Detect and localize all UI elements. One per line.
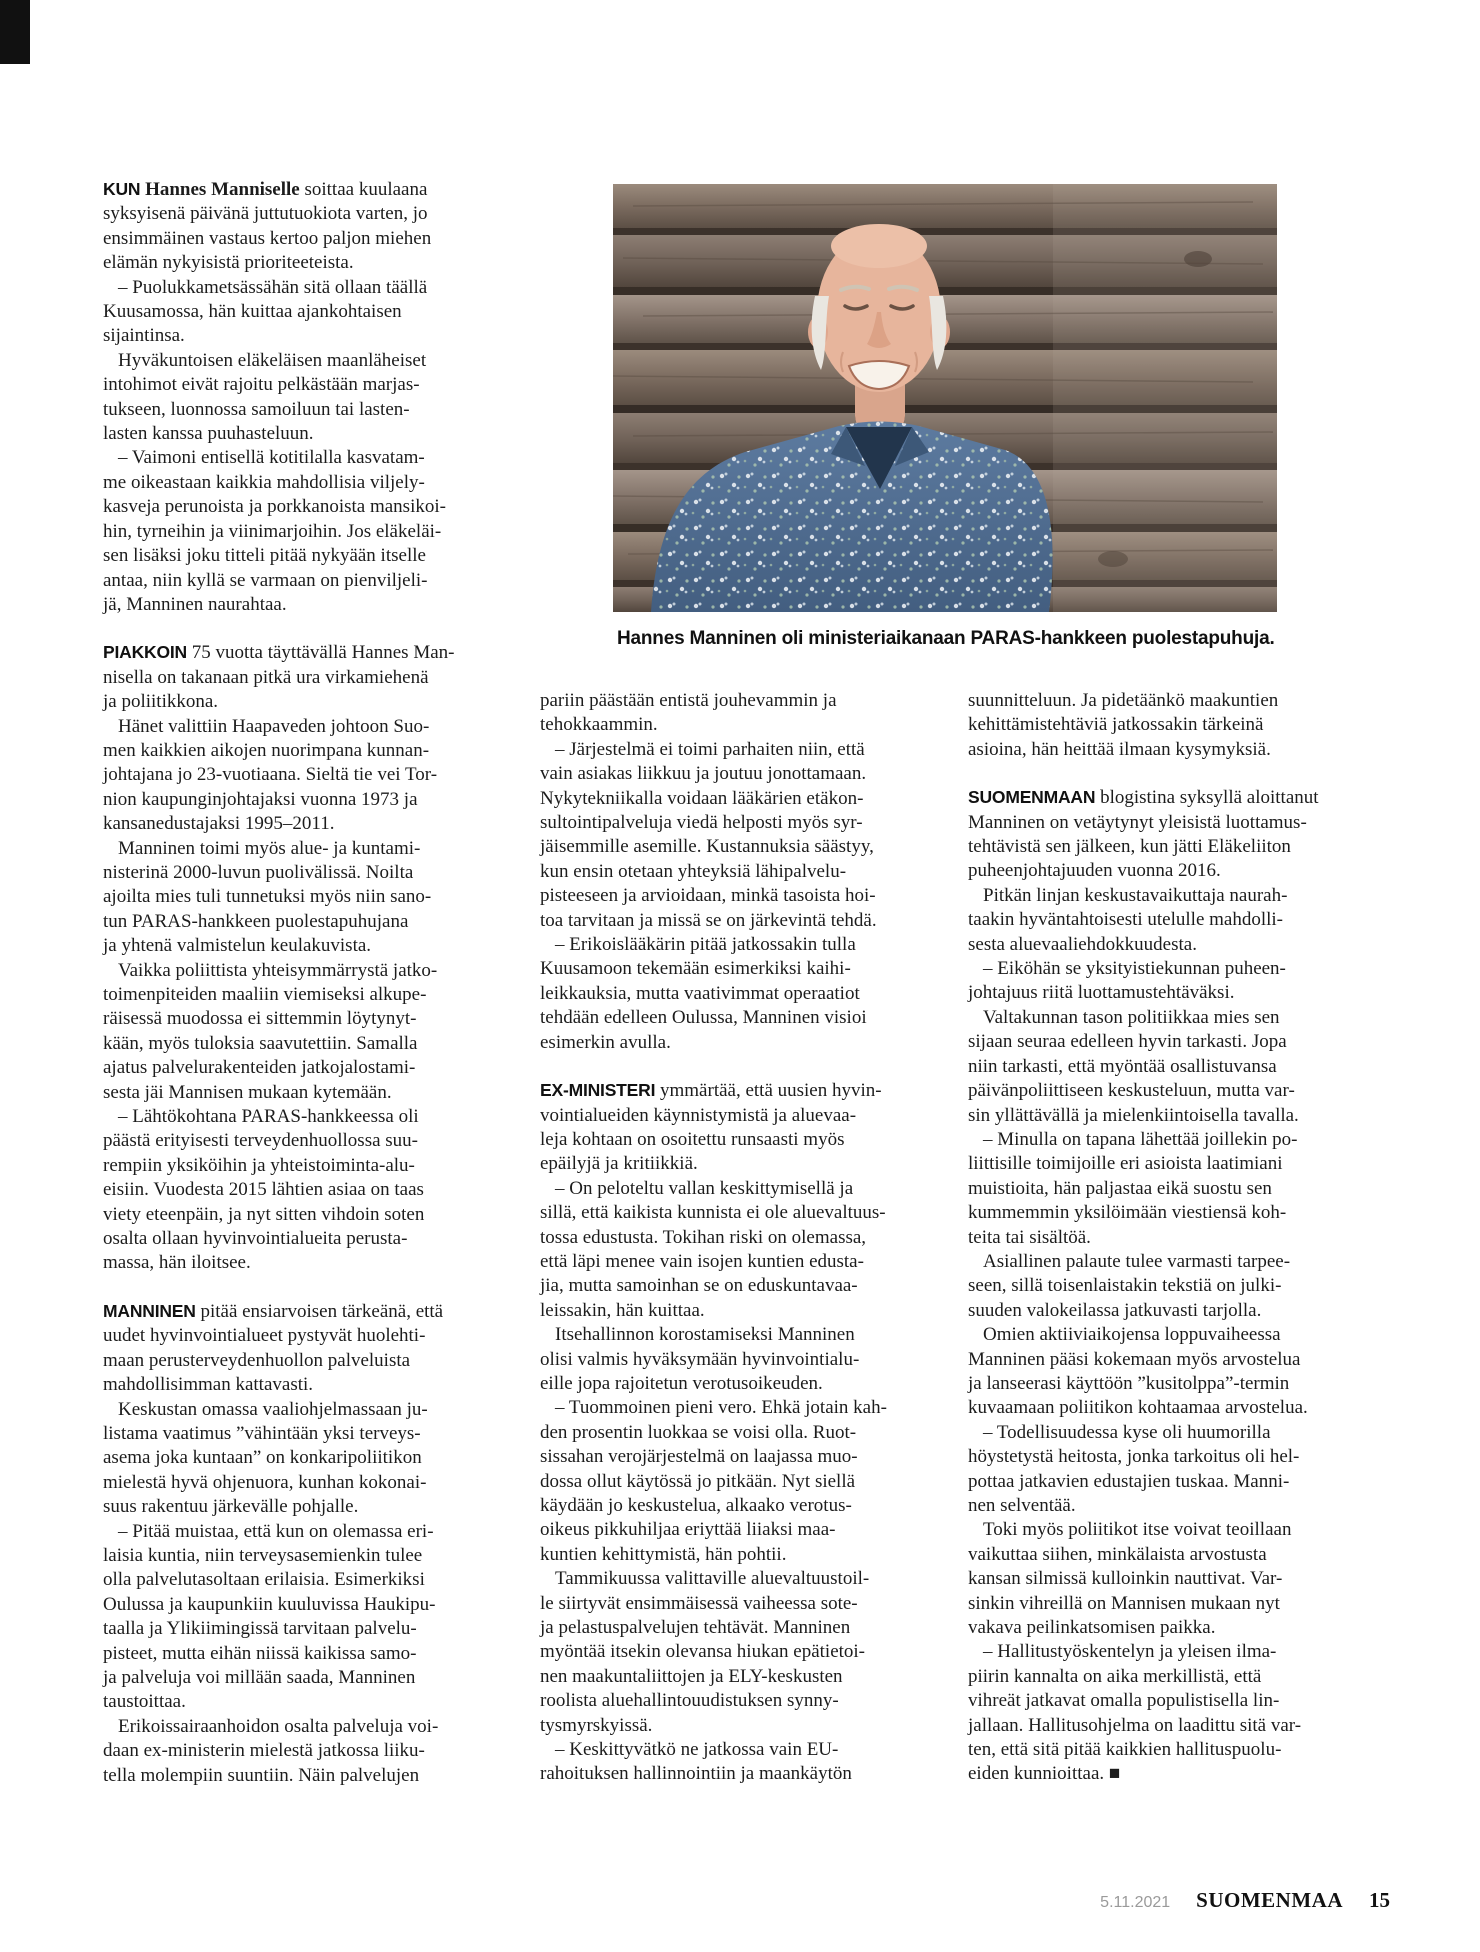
article-paragraph: – Erikoislääkärin pitää jatkossakin tulla Kuusamoon tekemään esimerkiksi kaihi- leikkauksia, mutta vaativimmat operaatiot tehdään edelleen Oulussa, Manninen visioi esimerkin avulla. <box>540 934 867 1053</box>
article-paragraph: Toki myös poliitikot itse voivat teoillaan vaikuttaa siihen, minkälaista arvostusta kansan silmissä kulloinkin nauttivat. Var- sinkin vihreillä on Mannisen mukaan nyt vakava peilinkatsomisen paikka. <box>968 1519 1292 1639</box>
section-lead: EX-MINISTERI <box>540 1080 656 1101</box>
article-paragraph: suunnitteluun. Ja pidetäänkö maakuntien kehittämistehtäviä jatkossakin tärkeinä asioina, hän heittää ilmaan kysymyksiä. <box>968 690 1279 760</box>
portrait-photo <box>613 184 1277 612</box>
article-paragraph: – Eiköhän se yksityistiekunnan puheen- johtajuus riitä luottamustehtäväksi. <box>968 958 1286 1004</box>
article-paragraph: Erikoissairaanhoidon osalta palveluja voi- daan ex-ministerin mielestä jatkossa liiku- tella molempiin suuntiin. Näin palvelujen <box>103 1715 439 1786</box>
article-paragraph: Manninen toimi myös alue- ja kuntami- nisterinä 2000-luvun puolivälissä. Noilta ajoilta mies tuli tunnetuksi myös niin sano- tun PARAS-hankkeen puolestapuhujana ja yhtenä valmistelun keulakuvista. <box>103 837 432 957</box>
article-paragraph: – Lähtökohtana PARAS-hankkeessa oli päästä erityisesti terveydenhuollossa suu- rempiin yksiköihin ja yhteistoiminta-alu- eisiin. Vuodesta 2015 lähtien asiaa on taas viety eteenpäin, ja nyt sitten vihdoin soten osalta ollaan hyvinvointialueita perusta- massa, hän iloitsee. <box>103 1106 425 1274</box>
section-lead: MANNINEN <box>103 1300 196 1321</box>
section-lead: SUOMENMAAN <box>968 787 1096 808</box>
article-paragraph: EX-MINISTERI ymmärtää, että uusien hyvin- vointialueiden käynnistymistä ja aluevaa- leja kohtaan on osoitettu runsaasti myös epäilyjä ja kritiikkiä. <box>540 1080 882 1175</box>
article-paragraph: – Tuommoinen pieni vero. Ehkä jotain kah- den prosentin luokkaa se voisi olla. Ruot- sissahan verojärjestelmä on laajassa muo- dossa ollut käytössä jo pitkään. Nyt siellä käydään jo keskustelua, alkaako verotus- oikeus pikkuhiljaa eriyttää liiaksi maa- kuntien kehittymistä, hän pohtii. <box>540 1397 887 1565</box>
article-paragraph: Hänet valittiin Haapaveden johtoon Suo- men kaikkien aikojen nuorimpana kunnan- johtajana jo 23-vuotiaana. Sieltä tie vei Tor- nion kaupunginjohtajaksi vuonna 1973 ja kansanedustajaksi 1995–2011. <box>103 715 438 835</box>
article-paragraph: Vaikka poliittista yhteisymmärrystä jatko- toimenpiteiden maaliin viemiseksi alkupe- räisessä muodossa ei sittemmin löytynyt- kään, myös tuloksia saavutettiin. Samalla ajatus palvelurakenteiden jatkojalostami- sesta jäi Mannisen mukaan kytemään. <box>103 959 438 1103</box>
article-paragraph: Tammikuussa valittaville aluevaltuustoil- le siirtyvät ensimmäisessä vaiheessa sote- ja pelastuspalvelujen tehtävät. Manninen myöntää itsekin olevansa hiukan epätietoi- nen maakuntaliittojen ja ELY-keskusten roolista aluehallintouudistuksen synny- tysmyrskyissä. <box>540 1568 870 1736</box>
article-paragraph: Valtakunnan tason politiikkaa mies sen sijaan seuraa edelleen hyvin tarkasti. Jopa niin tarkasti, että myöntää osallistuvansa päivänpoliittiseen keskusteluun, mutta var- sin yllättävällä ja mielenkiintoisella tavalla. <box>968 1006 1299 1126</box>
footer-date: 5.11.2021 <box>1100 1894 1171 1911</box>
article-paragraph: Itsehallinnon korostamiseksi Manninen olisi valmis hyväksymään hyvinvointialu- eille jopa rajoitetun verotusoikeuden. <box>540 1324 860 1394</box>
section-lead: KUN <box>103 179 141 199</box>
photo-caption: Hannes Manninen oli ministeriaikanaan PARAS-hankkeen puolestapuhuja. <box>617 628 1275 649</box>
article-paragraph: MANNINEN pitää ensiarvoisen tärkeänä, että uudet hyvinvointialueet pystyvät huolehti- maan perusterveydenhuollon palveluista mahdollisimman kattavasti. <box>103 1300 444 1396</box>
article-paragraph: SUOMENMAAN blogistina syksyllä aloittanut Manninen on vetäytynyt yleisistä luottamus- tehtävistä sen jälkeen, kun jätti Eläkeliiton puheenjohtajuuden vuonna 2016. <box>968 787 1319 882</box>
article-paragraph: Keskustan omassa vaaliohjelmassaan ju- listama vaatimus ”vähintään yksi terveys- asema joka kuntaan” on konkaripoliitikon mielestä hyvä ohjenuora, kunhan kokonai- suus rakentuu järkevälle pohjalle. <box>103 1398 428 1518</box>
page-footer <box>1100 1888 1390 1913</box>
article-paragraph: Omien aktiiviaikojensa loppuvaiheessa Manninen pääsi kokemaan myös arvostelua ja lanseerasi käyttöön ”kusitolppa”-termin kuvaamaan poliitikon kohtaamaa arvostelua. <box>968 1324 1308 1419</box>
article-column-2 <box>540 689 980 1787</box>
magazine-logo: SUOMENMAA <box>1196 1888 1343 1912</box>
article-paragraph: KUN Hannes Manniselle soittaa kuulaana syksyisenä päivänä juttutuokiota varten, jo ensimmäinen vastaus kertoo paljon miehen elämän nykyisistä prioriteeteista. <box>103 179 432 274</box>
lead-name: Hannes Manniselle <box>145 179 300 200</box>
page-number: 15 <box>1369 1888 1390 1912</box>
article-paragraph: – Minulla on tapana lähettää joillekin po- liittisille toimijoille eri asioista laatimiani muistioita, hän paljastaa eikä suostu sen kummemmin yksilöimään viestiensä koh- teita tai sisältöä. <box>968 1128 1298 1248</box>
article-paragraph: – Todellisuudessa kyse oli huumorilla höystetystä heitosta, jonka tarkoitus oli hel- pottaa jatkavien edustajien tuskaa. Manni- nen selventää. <box>968 1421 1300 1516</box>
article-column-3 <box>968 689 1408 1787</box>
article-paragraph: Hyväkuntoisen eläkeläisen maanläheiset intohimot eivät rajoitu pelkästään marjas- tukseen, luonnossa samoiluun tai lasten- lasten kanssa puuhasteluun. <box>103 349 427 445</box>
portrait-photo-illustration <box>613 184 1277 612</box>
article-paragraph: – Hallitustyöskentelyn ja yleisen ilma- piirin kannalta on aika merkillistä, että vihreät jatkavat omalla populistisella lin- jallaan. Hallitusohjelma on laadittu sitä var- ten, että sitä pitää kaikkien hallituspuolu- eiden kunnioittaa. ■ <box>968 1641 1302 1785</box>
article-paragraph: – Pitää muistaa, että kun on olemassa eri- laisia kuntia, niin terveysasemienkin tulee olla palvelutasoltaan erilaisia. Esimerkiksi Oulussa ja kaupunkiin kuuluvissa Haukipu- taalla ja Ylikiimingissä tarvitaan palvelu- pisteet, mutta eihän niissä kaikissa samo- ja palveluja voi millään saada, Manninen taustoittaa. <box>103 1520 436 1713</box>
article-paragraph: – Puolukkametsässähän sitä ollaan täällä Kuusamossa, hän kuittaa ajankohtaisen sijaintinsa. <box>103 276 428 347</box>
article-paragraph: Pitkän linjan keskustavaikuttaja naurah- taakin hyväntahtoisesti utelulle mahdolli- sesta aluevaaliehdokkuudesta. <box>968 884 1288 955</box>
article-column-1 <box>103 177 543 1788</box>
page-corner-print-mark <box>0 0 30 64</box>
article-paragraph: – Järjestelmä ei toimi parhaiten niin, että vain asiakas liikkuu ja joutuu jonottamaan. Nykytekniikalla voidaan lääkärien etäkon- sultointipalveluja viedä helposti myös syr- jäisemmille asemille. Kustannuksia säästyy, kun ensin otetaan yhteyksiä lähipalvelu- pisteeseen ja arvioidaan, minkä tasoista hoi- toa tarvitaan ja missä se on järkevintä tehdä. <box>540 738 877 931</box>
article-paragraph: PIAKKOIN 75 vuotta täyttävällä Hannes Man- nisella on takanaan pitkä ura virkamiehenä ja poliitikkona. <box>103 642 455 713</box>
article-paragraph: – Vaimoni entisellä kotitilalla kasvatam- me oikeastaan kaikkia mahdollisia viljely- kasveja perunoista ja porkkanoista mansikoi- hin, tyrneihin ja viinimarjoihin. Jos eläkeläi- sen lisäksi joku titteli pitää nykyään itselle antaa, niin kyllä se varmaan on pienviljeli- jä, Manninen naurahtaa. <box>103 447 446 615</box>
article-paragraph: Asiallinen palaute tulee varmasti tarpee- seen, sillä toisenlaistakin tekstiä on julki- suuden valokeilassa jatkuvasti tarjolla. <box>968 1250 1291 1321</box>
article-paragraph: pariin päästään entistä jouhevammin ja tehokkaammin. <box>540 690 837 736</box>
article-paragraph: – Keskittyvätkö ne jatkossa vain EU- rahoituksen hallinnointiin ja maankäytön <box>540 1739 852 1785</box>
article-paragraph: – On peloteltu vallan keskittymisellä ja sillä, että kaikista kunnista ei ole aluevaltuus- tossa edustusta. Tokihan riski on olemassa, että läpi menee vain isojen kuntien edusta- jia, mutta samoinhan se on eduskuntavaa- leissakin, hän kuittaa. <box>540 1177 886 1321</box>
section-lead: PIAKKOIN <box>103 642 187 663</box>
